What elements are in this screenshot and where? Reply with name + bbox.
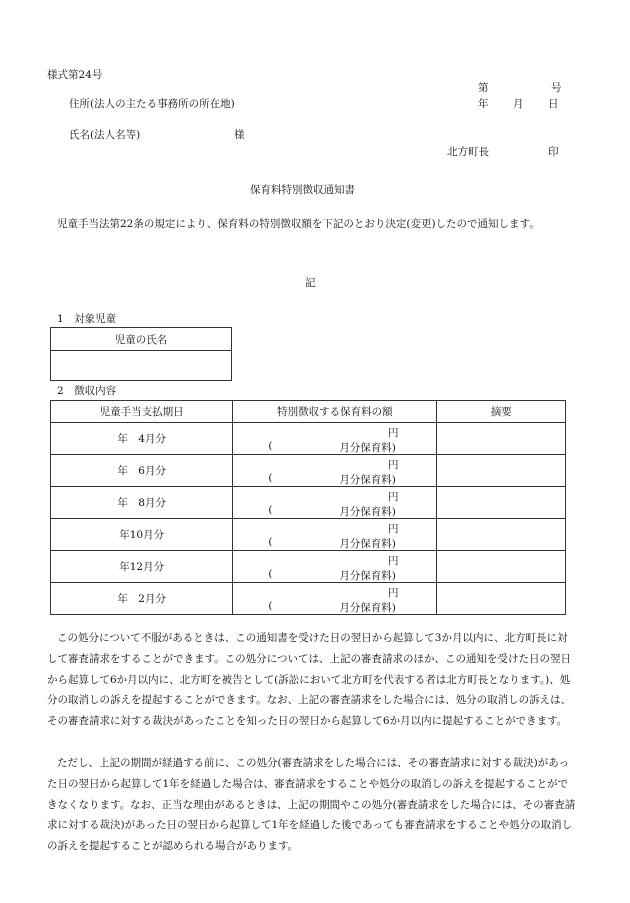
- month-suffix: 月分保育料): [339, 474, 396, 486]
- sama-honorific: 様: [234, 129, 245, 141]
- seal-mark: 印: [548, 146, 559, 158]
- month-suffix: 月分保育料): [339, 442, 396, 454]
- month-suffix: 月分保育料): [339, 602, 396, 614]
- child-name-header: 児童の氏名: [51, 328, 232, 351]
- section2-heading: 2 徴収内容: [57, 385, 117, 397]
- form-number: 様式第24号: [47, 69, 103, 81]
- header-amount: 特別徴収する保育料の額: [233, 401, 437, 423]
- table-row: [51, 455, 566, 487]
- amount-cell: [233, 455, 437, 487]
- remarks-cell: [437, 583, 566, 615]
- document-title: 保育料特別徴収通知書: [250, 184, 355, 196]
- paren-open: (: [268, 536, 273, 548]
- target-child-table: [50, 327, 232, 381]
- paren-open: (: [268, 440, 273, 452]
- period-cell: 年10月分: [51, 519, 233, 551]
- remarks-cell: [437, 455, 566, 487]
- notice-paragraph-2: ただし、上記の期間が経過する前に、この処分(審査請求をした場合には、その審査請求に対する裁決)があった日の翌日から起算して1年を経過した場合は、審査請求をすることや処分の取消しの訴えを提起することができなくなります。なお、正当な理由があるときは、上記の期間やこの処分(審査請求をした場合には、その審査請求に対する裁決)があった日の翌日から起算して1年を経過した後であっても審査請求をすることや処分の取消しの訴えを提起することが認められる場合があります。: [47, 757, 576, 853]
- yen-label: 円: [387, 491, 399, 503]
- amount-cell: [233, 487, 437, 519]
- remarks-cell: [437, 519, 566, 551]
- section1-heading: 1 対象児童: [57, 313, 117, 325]
- date-year: 年: [478, 98, 489, 110]
- paren-open: (: [268, 472, 273, 484]
- period-cell: 年 6月分: [51, 455, 233, 487]
- yen-label: 円: [387, 555, 399, 567]
- yen-label: 円: [387, 459, 399, 471]
- header-remarks: 摘要: [437, 401, 566, 423]
- period-cell: 年12月分: [51, 551, 233, 583]
- table-row: [51, 423, 566, 455]
- remarks-cell: [437, 551, 566, 583]
- period-cell: 年 4月分: [51, 423, 233, 455]
- date-month: 月: [513, 98, 524, 110]
- name-label: 氏名(法人名等): [69, 129, 141, 141]
- month-suffix: 月分保育料): [339, 570, 396, 582]
- paren-open: (: [268, 600, 273, 612]
- table-row: [51, 519, 566, 551]
- period-cell: 年 2月分: [51, 583, 233, 615]
- doc-number-dai: 第: [478, 82, 489, 94]
- address-label: 住所(法人の主たる事務所の所在地): [69, 98, 235, 110]
- period-cell: 年 8月分: [51, 487, 233, 519]
- doc-number-go: 号: [551, 82, 562, 94]
- paren-open: (: [268, 568, 273, 580]
- remarks-cell: [437, 423, 566, 455]
- yen-label: 円: [387, 523, 399, 535]
- header-payment-date: 児童手当支払期日: [51, 401, 233, 423]
- amount-cell: [233, 423, 437, 455]
- issuer-name: 北方町長: [447, 146, 489, 158]
- ki-marker: 記: [305, 277, 316, 289]
- paren-open: (: [268, 504, 273, 516]
- yen-label: 円: [387, 427, 399, 439]
- amount-cell: [233, 551, 437, 583]
- collection-table: [50, 400, 566, 615]
- table-row: [51, 583, 566, 615]
- amount-cell: [233, 583, 437, 615]
- month-suffix: 月分保育料): [339, 538, 396, 550]
- table-row: [51, 487, 566, 519]
- remarks-cell: [437, 487, 566, 519]
- notice-paragraph-1: この処分について不服があるときは、この通知書を受けた日の翌日から起算して3か月以内に、北方町長に対して審査請求をすることができます。この処分については、上記の審査請求のほか、この通知を受けた日の翌日から起算して6か月以内に、北方町を被告として(訴訟において北方町を代表する者は北方町長となります。)、処分の取消しの訴えを提起することができます。なお、上記の審査請求をした場合には、処分の取消しの訴えは、その審査請求に対する裁決があったことを知った日の翌日から起算して6か月以内に提起することができます。: [47, 632, 572, 728]
- month-suffix: 月分保育料): [339, 506, 396, 518]
- yen-label: 円: [387, 587, 399, 599]
- child-name-cell: [51, 351, 232, 381]
- intro-paragraph: 児童手当法第22条の規定により、保育料の特別徴収額を下記のとおり決定(変更)したので通知します。: [57, 218, 540, 230]
- amount-cell: [233, 519, 437, 551]
- date-day: 日: [548, 98, 559, 110]
- table-row: [51, 551, 566, 583]
